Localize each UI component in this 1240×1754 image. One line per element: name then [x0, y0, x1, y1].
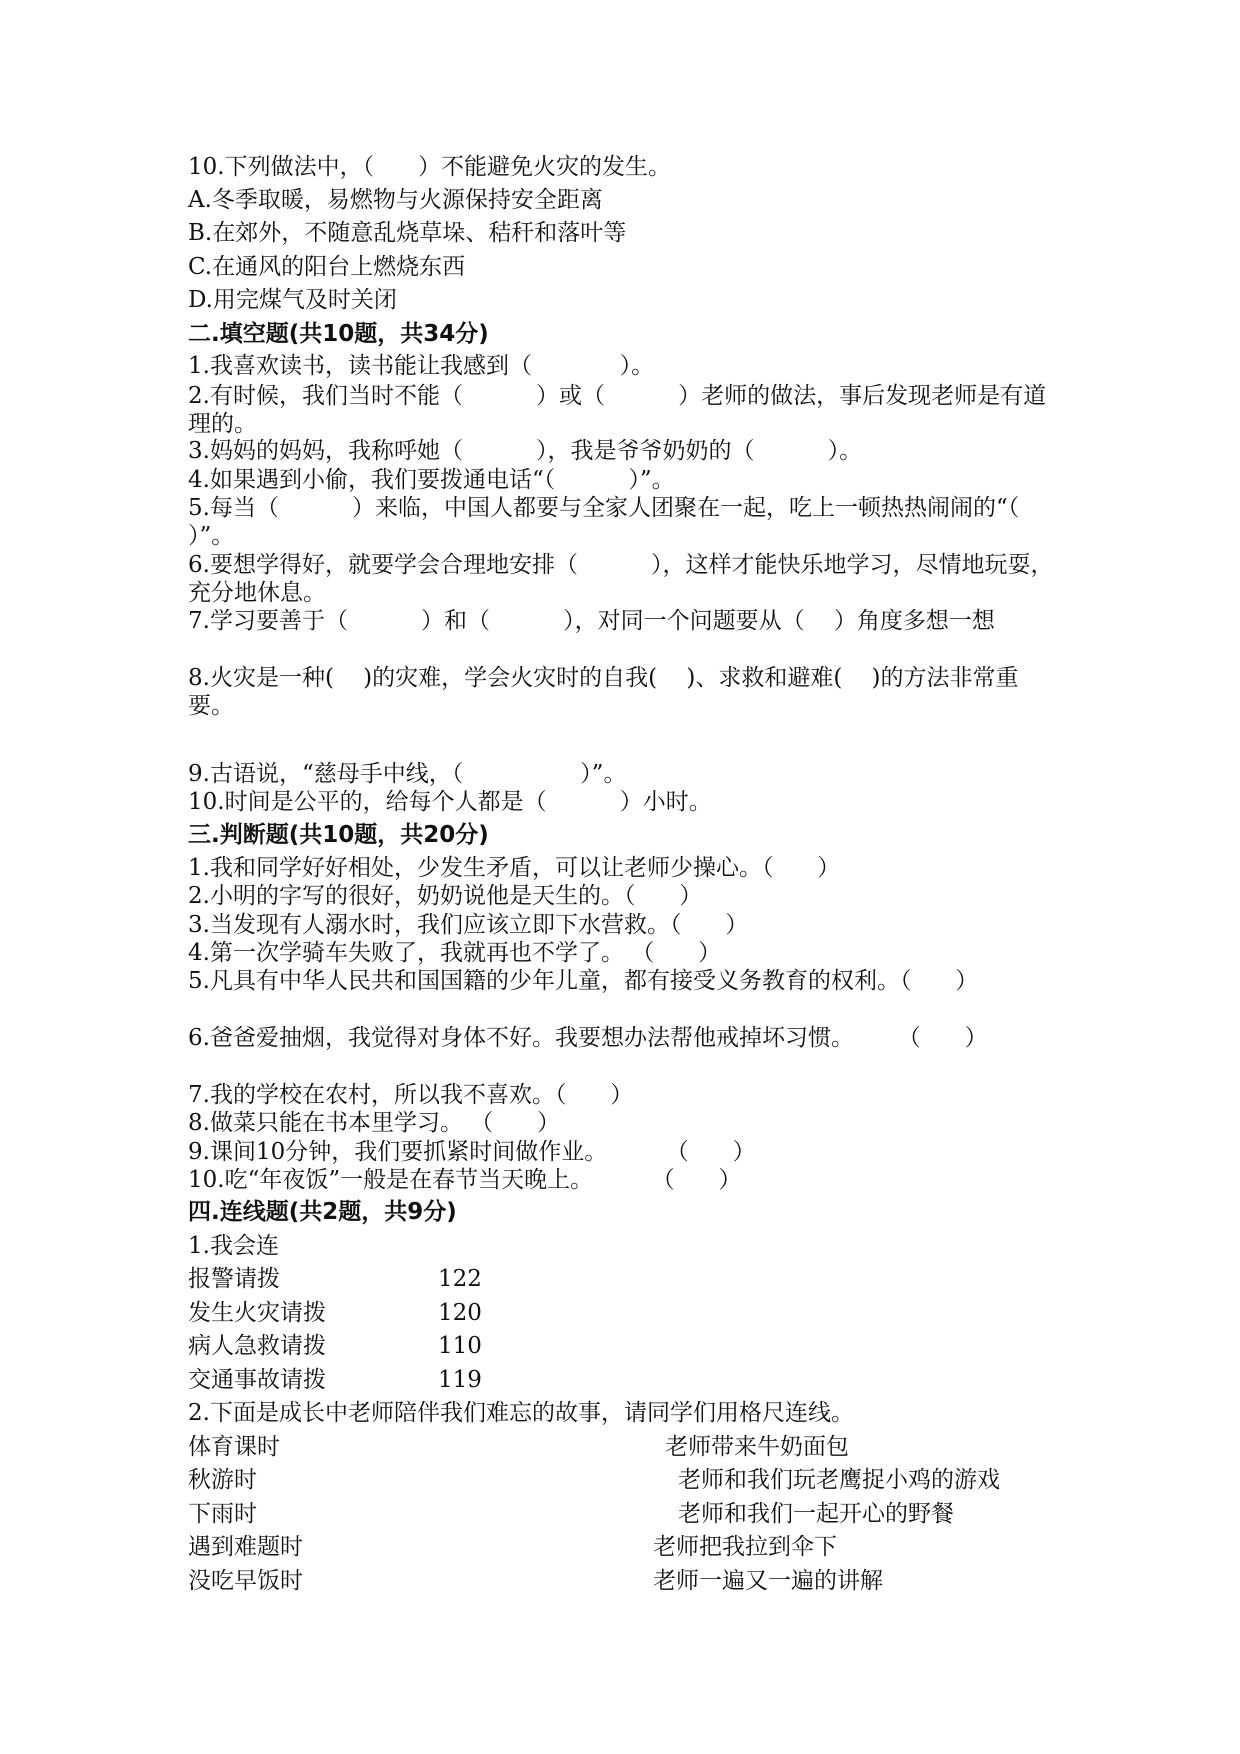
- match-q2-right: 老师和我们玩老鹰捉小鸡的游戏: [678, 1467, 1000, 1493]
- match-q1-left: 报警请拨: [188, 1266, 280, 1292]
- choice-option-a: A.冬季取暖，易燃物与火源保持安全距离: [188, 187, 603, 213]
- choice-option-b: B.在郊外，不随意乱烧草垛、秸秆和落叶等: [188, 220, 627, 246]
- fill-item: 1.我喜欢读书，读书能让我感到（ ）。: [188, 353, 655, 379]
- match-q2-left: 秋游时: [188, 1467, 257, 1493]
- match-q2-left: 下雨时: [188, 1501, 257, 1527]
- match-q2-right: 老师和我们一起开心的野餐: [678, 1501, 954, 1527]
- fill-item: 10.时间是公平的，给每个人都是（ ）小时。: [188, 789, 712, 815]
- section-heading-match: 四.连线题(共2题，共9分): [188, 1199, 457, 1225]
- judge-item: 9.课间10分钟，我们要抓紧时间做作业。 （ ）: [188, 1139, 756, 1165]
- judge-item: 1.我和同学好好相处，少发生矛盾，可以让老师少操心。（ ）: [188, 855, 841, 881]
- match-q2-right: 老师一遍又一遍的讲解: [653, 1568, 883, 1594]
- fill-item: 7.学习要善于（ ）和（ ），对同一个问题要从（ ）角度多想一想: [188, 608, 995, 634]
- match-q2-title: 2.下面是成长中老师陪伴我们难忘的故事，请同学们用格尺连线。: [188, 1400, 854, 1426]
- judge-item: 8.做菜只能在书本里学习。 （ ）: [188, 1110, 561, 1136]
- judge-item: 10.吃“年夜饭”一般是在春节当天晚上。 （ ）: [188, 1167, 742, 1193]
- choice-option-c: C.在通风的阳台上燃烧东西: [188, 254, 466, 280]
- fill-item: 6.要想学得好，就要学会合理地安排（ ），这样才能快乐地学习，尽情地玩耍，充分地休息。: [188, 552, 1054, 606]
- match-q2-left: 遇到难题时: [188, 1534, 303, 1560]
- match-q1-right: 110: [438, 1333, 482, 1359]
- section-heading-fill: 二.填空题(共10题，共34分): [188, 321, 489, 347]
- match-q2-left: 体育课时: [188, 1434, 280, 1460]
- match-q2-left: 没吃早饭时: [188, 1568, 303, 1594]
- match-q1-left: 发生火灾请拨: [188, 1300, 326, 1326]
- judge-item: 4.第一次学骑车失败了，我就再也不学了。 （ ）: [188, 940, 722, 966]
- choice-q10-stem: 10.下列做法中，（ ）不能避免火灾的发生。: [188, 154, 671, 180]
- match-q2-right: 老师带来牛奶面包: [665, 1434, 849, 1460]
- judge-item: 6.爸爸爱抽烟，我觉得对身体不好。我要想办法帮他戒掉坏习惯。 （ ）: [188, 1025, 988, 1051]
- match-q1-right: 122: [438, 1266, 482, 1292]
- fill-item: 4.如果遇到小偷，我们要拨通电话“（ ）”。: [188, 467, 675, 493]
- judge-item: 7.我的学校在农村，所以我不喜欢。（ ）: [188, 1082, 634, 1108]
- fill-item: 5.每当（ ）来临，中国人都要与全家人团聚在一起，吃上一顿热热闹闹的“（ ）”。: [188, 495, 1093, 549]
- match-q2-right: 老师把我拉到伞下: [653, 1534, 837, 1560]
- match-q1-title: 1.我会连: [188, 1233, 279, 1259]
- match-q1-right: 119: [438, 1367, 482, 1393]
- match-q1-left: 交通事故请拨: [188, 1367, 326, 1393]
- fill-item: 2.有时候，我们当时不能（ ）或（ ）老师的做法，事后发现老师是有道理的。: [188, 383, 1047, 437]
- judge-item: 3.当发现有人溺水时，我们应该立即下水营救。（ ）: [188, 912, 749, 938]
- judge-item: 2.小明的字写的很好，奶奶说他是天生的。（ ）: [188, 883, 703, 909]
- judge-item: 5.凡具有中华人民共和国国籍的少年儿童，都有接受义务教育的权利。（ ）: [188, 968, 979, 994]
- match-q1-left: 病人急救请拨: [188, 1333, 326, 1359]
- section-heading-judge: 三.判断题(共10题，共20分): [188, 822, 489, 848]
- fill-item: 9.古语说，“慈母手中线，（ ）”。: [188, 761, 627, 787]
- fill-item: 8.火灾是一种( )的灾难，学会火灾时的自我( )、求救和避难( )的方法非常重要。: [188, 665, 1019, 719]
- match-q1-right: 120: [438, 1300, 482, 1326]
- choice-option-d: D.用完煤气及时关闭: [188, 287, 397, 313]
- fill-item: 3.妈妈的妈妈，我称呼她（ ），我是爷爷奶奶的（ ）。: [188, 438, 863, 464]
